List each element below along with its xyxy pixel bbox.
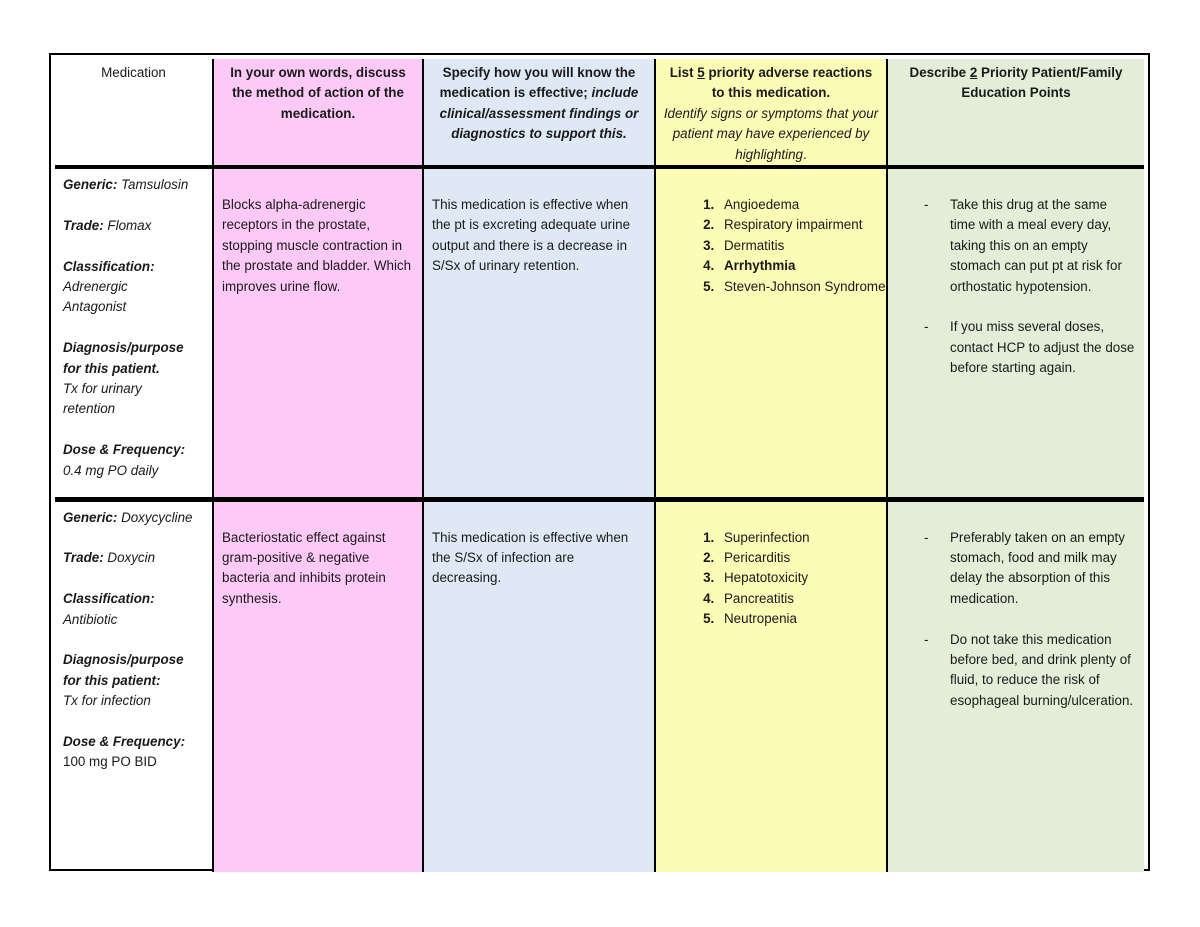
medication-info-cell: Generic: Doxycycline Trade: Doxycin Classification: Antibiotic Diagnosis/purpose for this patient: Tx for infection Dose & Frequency: 100 mg PO BID xyxy=(55,499,213,872)
medication-info-cell: Generic: Tamsulosin Trade: Flomax Classification: Adrenergic Antagonist Diagnosis/purpose for this patient. Tx for urinary retention Dose & Frequency: 0.4 mg PO daily xyxy=(55,167,213,499)
header-method-of-action: In your own words, discuss the method of action of the medication. xyxy=(213,59,423,167)
adverse-reactions-list xyxy=(656,195,886,297)
list-item: - Take this drug at the same time with a meal every day, taking this on an empty stomach can put pt at risk for orthostatic hypotension. xyxy=(950,195,1136,297)
list-item: - Do not take this medication before bed, and drink plenty of fluid, to reduce the risk of esophageal burning/ulceration. xyxy=(950,630,1136,712)
list-item: 2. Respiratory impairment xyxy=(718,215,886,235)
adverse-reactions-cell xyxy=(655,499,887,872)
adverse-reactions-list xyxy=(656,528,886,630)
list-item: - If you miss several doses, contact HCP to adjust the dose before starting again. xyxy=(950,317,1136,378)
method-of-action-cell: Blocks alpha-adrenergic receptors in the prostate, stopping muscle contraction in the prostate and bladder. Which improves urine flow. xyxy=(213,167,423,499)
effectiveness-cell: This medication is effective when the S/Sx of infection are decreasing. xyxy=(423,499,655,872)
medication-row xyxy=(55,499,1144,872)
list-item: 1. Superinfection xyxy=(718,528,886,548)
header-adverse-reactions: List 5 priority adverse reactions to this medication. Identify signs or symptoms that your patient may have experienced by highlighting. xyxy=(655,59,887,167)
header-effectiveness: Specify how you will know the medication is effective; include clinical/assessment findings or diagnostics to support this. xyxy=(423,59,655,167)
method-of-action-cell: Bacteriostatic effect against gram-positive & negative bacteria and inhibits protein synthesis. xyxy=(213,499,423,872)
list-item: 5. Steven-Johnson Syndrome xyxy=(718,277,886,297)
education-cell xyxy=(887,167,1144,499)
header-education: Describe 2 Priority Patient/Family Education Points xyxy=(887,59,1144,167)
list-item: 5. Neutropenia xyxy=(718,609,886,629)
effectiveness-cell: This medication is effective when the pt is excreting adequate urine output and there is a decrease in S/Sx of urinary retention. xyxy=(423,167,655,499)
medication-table xyxy=(55,59,1144,872)
medication-row xyxy=(55,167,1144,499)
list-item: 4. Arrhythmia xyxy=(718,256,886,276)
list-item: 3. Dermatitis xyxy=(718,236,886,256)
list-item: 4. Pancreatitis xyxy=(718,589,886,609)
header-row xyxy=(55,59,1144,167)
list-item: 1. Angioedema xyxy=(718,195,886,215)
education-list xyxy=(888,195,1144,379)
list-item: - Preferably taken on an empty stomach, food and milk may delay the absorption of this medication. xyxy=(950,528,1136,610)
list-item: 2. Pericarditis xyxy=(718,548,886,568)
list-item: 3. Hepatotoxicity xyxy=(718,568,886,588)
education-list xyxy=(888,528,1144,712)
adverse-reactions-cell xyxy=(655,167,887,499)
education-cell xyxy=(887,499,1144,872)
header-medication: Medication xyxy=(55,59,213,167)
